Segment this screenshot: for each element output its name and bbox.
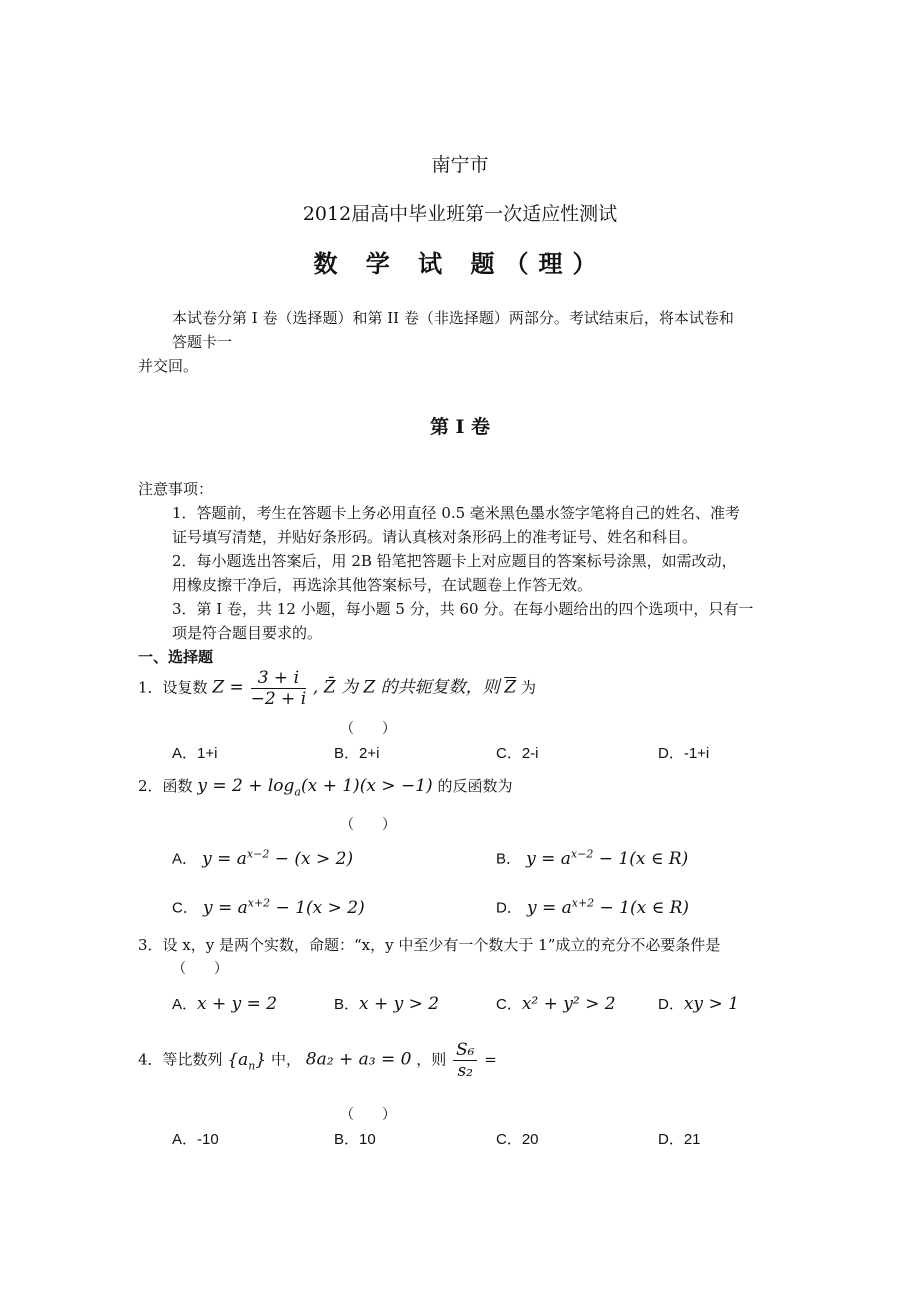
q1-mid: , Z̄ 为 Z 的共轭复数，则 [312, 677, 500, 698]
note-1b: 证号填写清楚，并贴好条形码。请认真核对条形码上的准考证号、姓名和科目。 [172, 528, 698, 546]
q2-option-a: A． $y = a^{x-2} - (x > 2)$ [172, 847, 354, 869]
q1-prefix: 1．设复数 [138, 678, 208, 697]
q2-option-b: B． $y = a^{x-2} - 1(x$ ∈ R) [496, 847, 689, 869]
intro-line-2: 答题卡一 [172, 333, 233, 351]
q1-suffix: 为 [520, 678, 536, 697]
q3-option-d: D．xy > 1 [658, 994, 739, 1014]
q1-option-d: D．-1+i [658, 745, 710, 762]
q4-fraction [453, 1040, 477, 1081]
q3-option-a: A．x + y = 2 [172, 994, 278, 1014]
q1-answer-paren: （ ） [340, 721, 396, 737]
intro-line-1: 本试卷分第 I 卷（选择题）和第 II 卷（非选择题）两部分。考试结束后，将本试卷和 [172, 309, 734, 327]
question-1 [138, 668, 536, 709]
q4-numerator: S₆ [453, 1040, 477, 1061]
q4-equals: = [484, 1050, 497, 1069]
q4-then: ，则 [416, 1050, 447, 1069]
q1-denominator: −2 + i [250, 689, 307, 709]
question-4 [138, 1040, 497, 1081]
intro-line-3: 并交回。 [138, 357, 199, 375]
q4-option-c: C．20 [496, 1131, 539, 1148]
q3-option-c: C．x² + y² > 2 [496, 994, 616, 1014]
q2-option-d: D． $y = a^{x+2} - 1(x$ ∈ R) [496, 896, 690, 918]
q1-option-a: A．1+i [172, 745, 218, 762]
q2-prefix: 2．函数 [138, 777, 193, 795]
question-2 [138, 775, 512, 798]
q2-expr: $y = 2 + \log_a(x + 1)(x > -1)$ [197, 776, 433, 799]
q2-option-c: C． $y = a^{x+2} - 1(x > 2)$ [172, 896, 365, 918]
q2-answer-paren: （ ） [340, 817, 396, 833]
header-city: 南宁市 [431, 154, 489, 176]
section-choice: 一、选择题 [138, 648, 214, 666]
q4-prefix: 4．等比数列 [138, 1050, 223, 1069]
question-3: 3．设 x，y 是两个实数，命题：“x，y 中至少有一个数大于 1”成立的充分不必要条件是 [138, 936, 721, 954]
notes-heading: 注意事项： [138, 480, 214, 498]
q1-fraction [251, 668, 307, 709]
q1-option-b: B．2+i [334, 745, 380, 762]
note-1a: 1．答题前，考生在答题卡上务必用直径 0.5 毫米黑色墨水签字笔将自己的姓名、准考 [172, 504, 740, 522]
q3-answer-paren: （ ） [172, 961, 228, 977]
q1-zbar: $\overline{Z}$ [504, 677, 517, 698]
note-3b: 项是符合题目要求的。 [172, 624, 323, 642]
q4-option-a: A．-10 [172, 1131, 219, 1148]
q1-option-c: C．2-i [496, 745, 539, 762]
note-2a: 2．每小题选出答案后，用 2B 铅笔把答题卡上对应题目的答案标号涂黑，如需改动， [172, 552, 737, 570]
q4-option-b: B．10 [334, 1131, 376, 1148]
q1-numerator: 3 + i [251, 668, 307, 689]
volume-heading: 第 I 卷 [429, 416, 491, 438]
q4-option-d: D．21 [658, 1131, 701, 1148]
subject-title: 数 学 试 题（理） [313, 249, 607, 278]
q4-answer-paren: （ ） [340, 1107, 396, 1123]
q3-option-b: B．x + y > 2 [334, 994, 440, 1014]
q4-sequence: $\{a_n\}$ [227, 1049, 267, 1072]
note-2b: 用橡皮擦干净后，再选涂其他答案标号，在试题卷上作答无效。 [172, 576, 593, 594]
q4-mid: 中， [270, 1050, 301, 1069]
q4-denominator: s₂ [457, 1061, 473, 1081]
q1-z-eq: Z = [212, 677, 244, 698]
note-3a: 3．第 I 卷，共 12 小题，每小题 5 分，共 60 分。在每小题给出的四个选项中，只有一 [172, 600, 754, 618]
exam-title: 2012届高中毕业班第一次适应性测试 [302, 203, 618, 225]
q2-suffix: 的反函数为 [437, 777, 513, 795]
q4-condition: 8a₂ + a₃ = 0 [305, 1049, 412, 1070]
